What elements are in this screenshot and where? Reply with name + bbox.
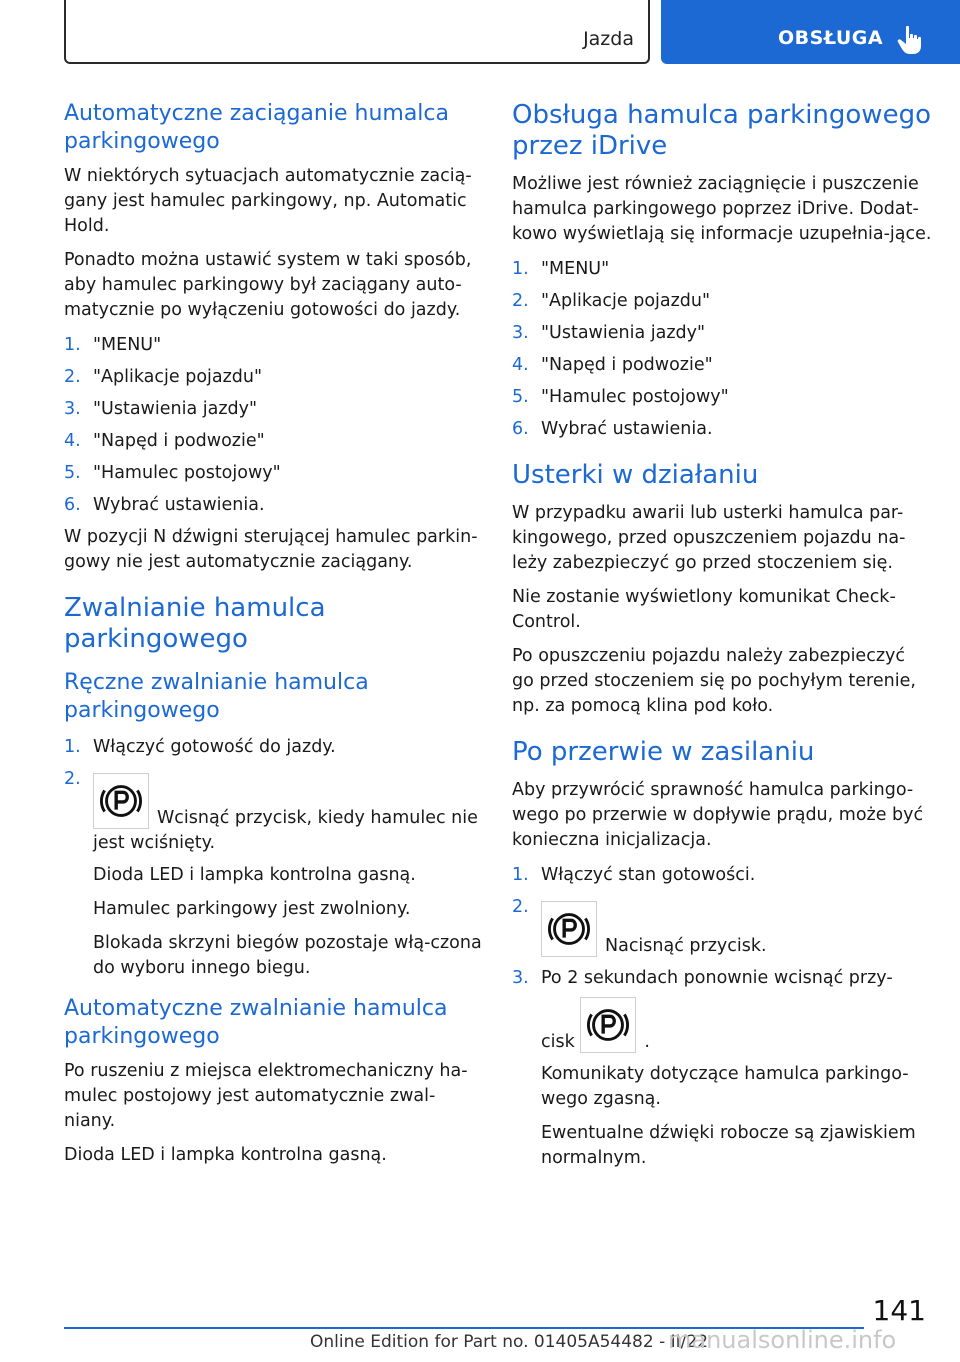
- header-section-label: Jazda: [583, 28, 634, 50]
- step-text: "Hamulec postojowy": [541, 387, 729, 407]
- list-item: [512, 417, 932, 442]
- step-text: Nacisnąć przycisk.: [605, 936, 767, 956]
- step-number: 4.: [512, 355, 529, 375]
- list-item: [64, 493, 484, 518]
- list-item: [512, 321, 932, 346]
- parking-brake-icon: [541, 901, 597, 957]
- paragraph: Po ruszeniu z miejsca elektromechaniczny ha-mulec postojowy jest automatycznie zwal-niany.: [64, 1061, 468, 1131]
- section-title-malfunction: Usterki w działaniu: [512, 460, 759, 490]
- step-text: "Napęd i podwozie": [93, 431, 265, 451]
- step-text: "Hamulec postojowy": [93, 463, 281, 483]
- list-item: [512, 257, 932, 282]
- step-number: 1.: [64, 737, 81, 757]
- step-number: 3.: [512, 323, 529, 343]
- step-text: Po 2 sekundach ponownie wcisnąć przy-: [541, 968, 893, 988]
- step-text: "Ustawienia jazdy": [541, 323, 706, 343]
- steps-list-power: [512, 863, 932, 1171]
- paragraph: W niektórych sytuacjach automatycznie zacią-gany jest hamulec parkingowy, np. Automatic Hold.: [64, 166, 472, 236]
- step-note: Ewentualne dźwięki robocze są zjawiskiem normalnym.: [541, 1123, 916, 1168]
- parking-brake-icon: [580, 997, 636, 1053]
- section-title-power-interruption: Po przerwie w zasilaniu: [512, 737, 815, 767]
- step-text: Włączyć gotowość do jazdy.: [93, 737, 336, 757]
- steps-list-left: [64, 333, 484, 518]
- step-number: 6.: [512, 419, 529, 439]
- parking-brake-icon: [93, 773, 149, 829]
- step-text: "Aplikacje pojazdu": [541, 291, 711, 311]
- paragraph: Możliwe jest również zaciągnięcie i puszczenie hamulca parkingowego poprzez iDrive. Dodat-kowo wyświetlają się informacje uzupełnia-jące.: [512, 174, 932, 244]
- section-title-manual-release: Ręczne zwalnianie hamulca parkingowego: [64, 670, 369, 723]
- paragraph: W pozycji N dźwigni sterującej hamulec parkin-gowy nie jest automatycznie zaciągany.: [64, 527, 478, 572]
- step-number: 1.: [512, 865, 529, 885]
- step-text: Wybrać ustawienia.: [541, 419, 713, 439]
- list-item: [64, 735, 484, 760]
- pointing-hand-icon: [897, 25, 923, 55]
- list-item: [512, 863, 932, 888]
- step-number: 3.: [64, 399, 81, 419]
- header-chapter-box: [661, 0, 960, 64]
- step-text: "Ustawienia jazdy": [93, 399, 258, 419]
- header-chapter-label: OBSŁUGA: [778, 27, 884, 49]
- step-note: Hamulec parkingowy jest zwolniony.: [93, 899, 411, 919]
- step-number: 1.: [512, 259, 529, 279]
- left-column: [64, 100, 484, 1177]
- step-text: Wcisnąć przycisk, kiedy hamulec nie jest wciśnięty.: [93, 808, 478, 853]
- step-number: 5.: [64, 463, 81, 483]
- step-number: 4.: [64, 431, 81, 451]
- step-number: 2.: [64, 367, 81, 387]
- step-text: "Aplikacje pojazdu": [93, 367, 263, 387]
- page-number: 141: [872, 1294, 926, 1327]
- header-section-box: [64, 0, 650, 64]
- paragraph: Aby przywrócić sprawność hamulca parkingo-wego po przerwie w dopływie prądu, może być konieczna inicjalizacja.: [512, 780, 924, 850]
- paragraph: Dioda LED i lampka kontrolna gasną.: [64, 1145, 387, 1165]
- step-number: 3.: [512, 968, 529, 988]
- step-text: Włączyć stan gotowości.: [541, 865, 756, 885]
- list-item: [512, 966, 932, 1171]
- list-item: [64, 397, 484, 422]
- section-title-auto-release: Automatyczne zwalnianie hamulca parkingowego: [64, 996, 448, 1049]
- step-text: "MENU": [541, 259, 610, 279]
- step-number: 1.: [64, 335, 81, 355]
- watermark: manualsonline.info: [668, 1326, 897, 1354]
- list-item: [512, 385, 932, 410]
- section-title-idrive: Obsługa hamulca parkingowego przez iDrive: [512, 100, 931, 161]
- paragraph: Nie zostanie wyświetlony komunikat Check-Control.: [512, 587, 896, 632]
- step-number: 2.: [512, 291, 529, 311]
- list-item: [64, 767, 484, 981]
- section-title-release: Zwalnianie hamulca parkingowego: [64, 593, 326, 654]
- step-number: 2.: [512, 897, 529, 917]
- step-text: "MENU": [93, 335, 162, 355]
- step-text: Wybrać ustawienia.: [93, 495, 265, 515]
- steps-list-manual: [64, 735, 484, 981]
- list-item: [64, 461, 484, 486]
- step-text: .: [644, 1032, 650, 1052]
- right-column: [512, 100, 932, 1180]
- list-item: [64, 333, 484, 358]
- step-text: "Napęd i podwozie": [541, 355, 713, 375]
- list-item: [64, 429, 484, 454]
- list-item: [512, 895, 932, 959]
- list-item: [512, 353, 932, 378]
- step-number: 2.: [64, 769, 81, 789]
- steps-list-right: [512, 257, 932, 442]
- paragraph: Ponadto można ustawić system w taki sposób, aby hamulec parkingowy był zaciągany auto-matycznie po wyłączeniu gotowości do jazdy.: [64, 250, 472, 320]
- list-item: [64, 365, 484, 390]
- step-note: Blokada skrzyni biegów pozostaje włą-czona do wyboru innego biegu.: [93, 933, 482, 978]
- list-item: [512, 289, 932, 314]
- step-number: 6.: [64, 495, 81, 515]
- step-note: Dioda LED i lampka kontrolna gasną.: [93, 865, 416, 885]
- paragraph: Po opuszczeniu pojazdu należy zabezpieczyć go przed stoczeniem się po pochyłym terenie, np. za pomocą klina pod koło.: [512, 646, 916, 716]
- paragraph: W przypadku awarii lub usterki hamulca par-kingowego, przed opuszczeniem pojazdu na-leży zabezpieczyć go przed stoczeniem się.: [512, 503, 906, 573]
- edition-note: Online Edition for Part no. 01405A54482 - II/22: [310, 1332, 709, 1352]
- step-text: cisk: [541, 1032, 575, 1052]
- section-title-auto-apply: Automatyczne zaciąganie humalca parkingowego: [64, 101, 449, 154]
- step-number: 5.: [512, 387, 529, 407]
- step-note: Komunikaty dotyczące hamulca parkingo-wego zgasną.: [541, 1064, 909, 1109]
